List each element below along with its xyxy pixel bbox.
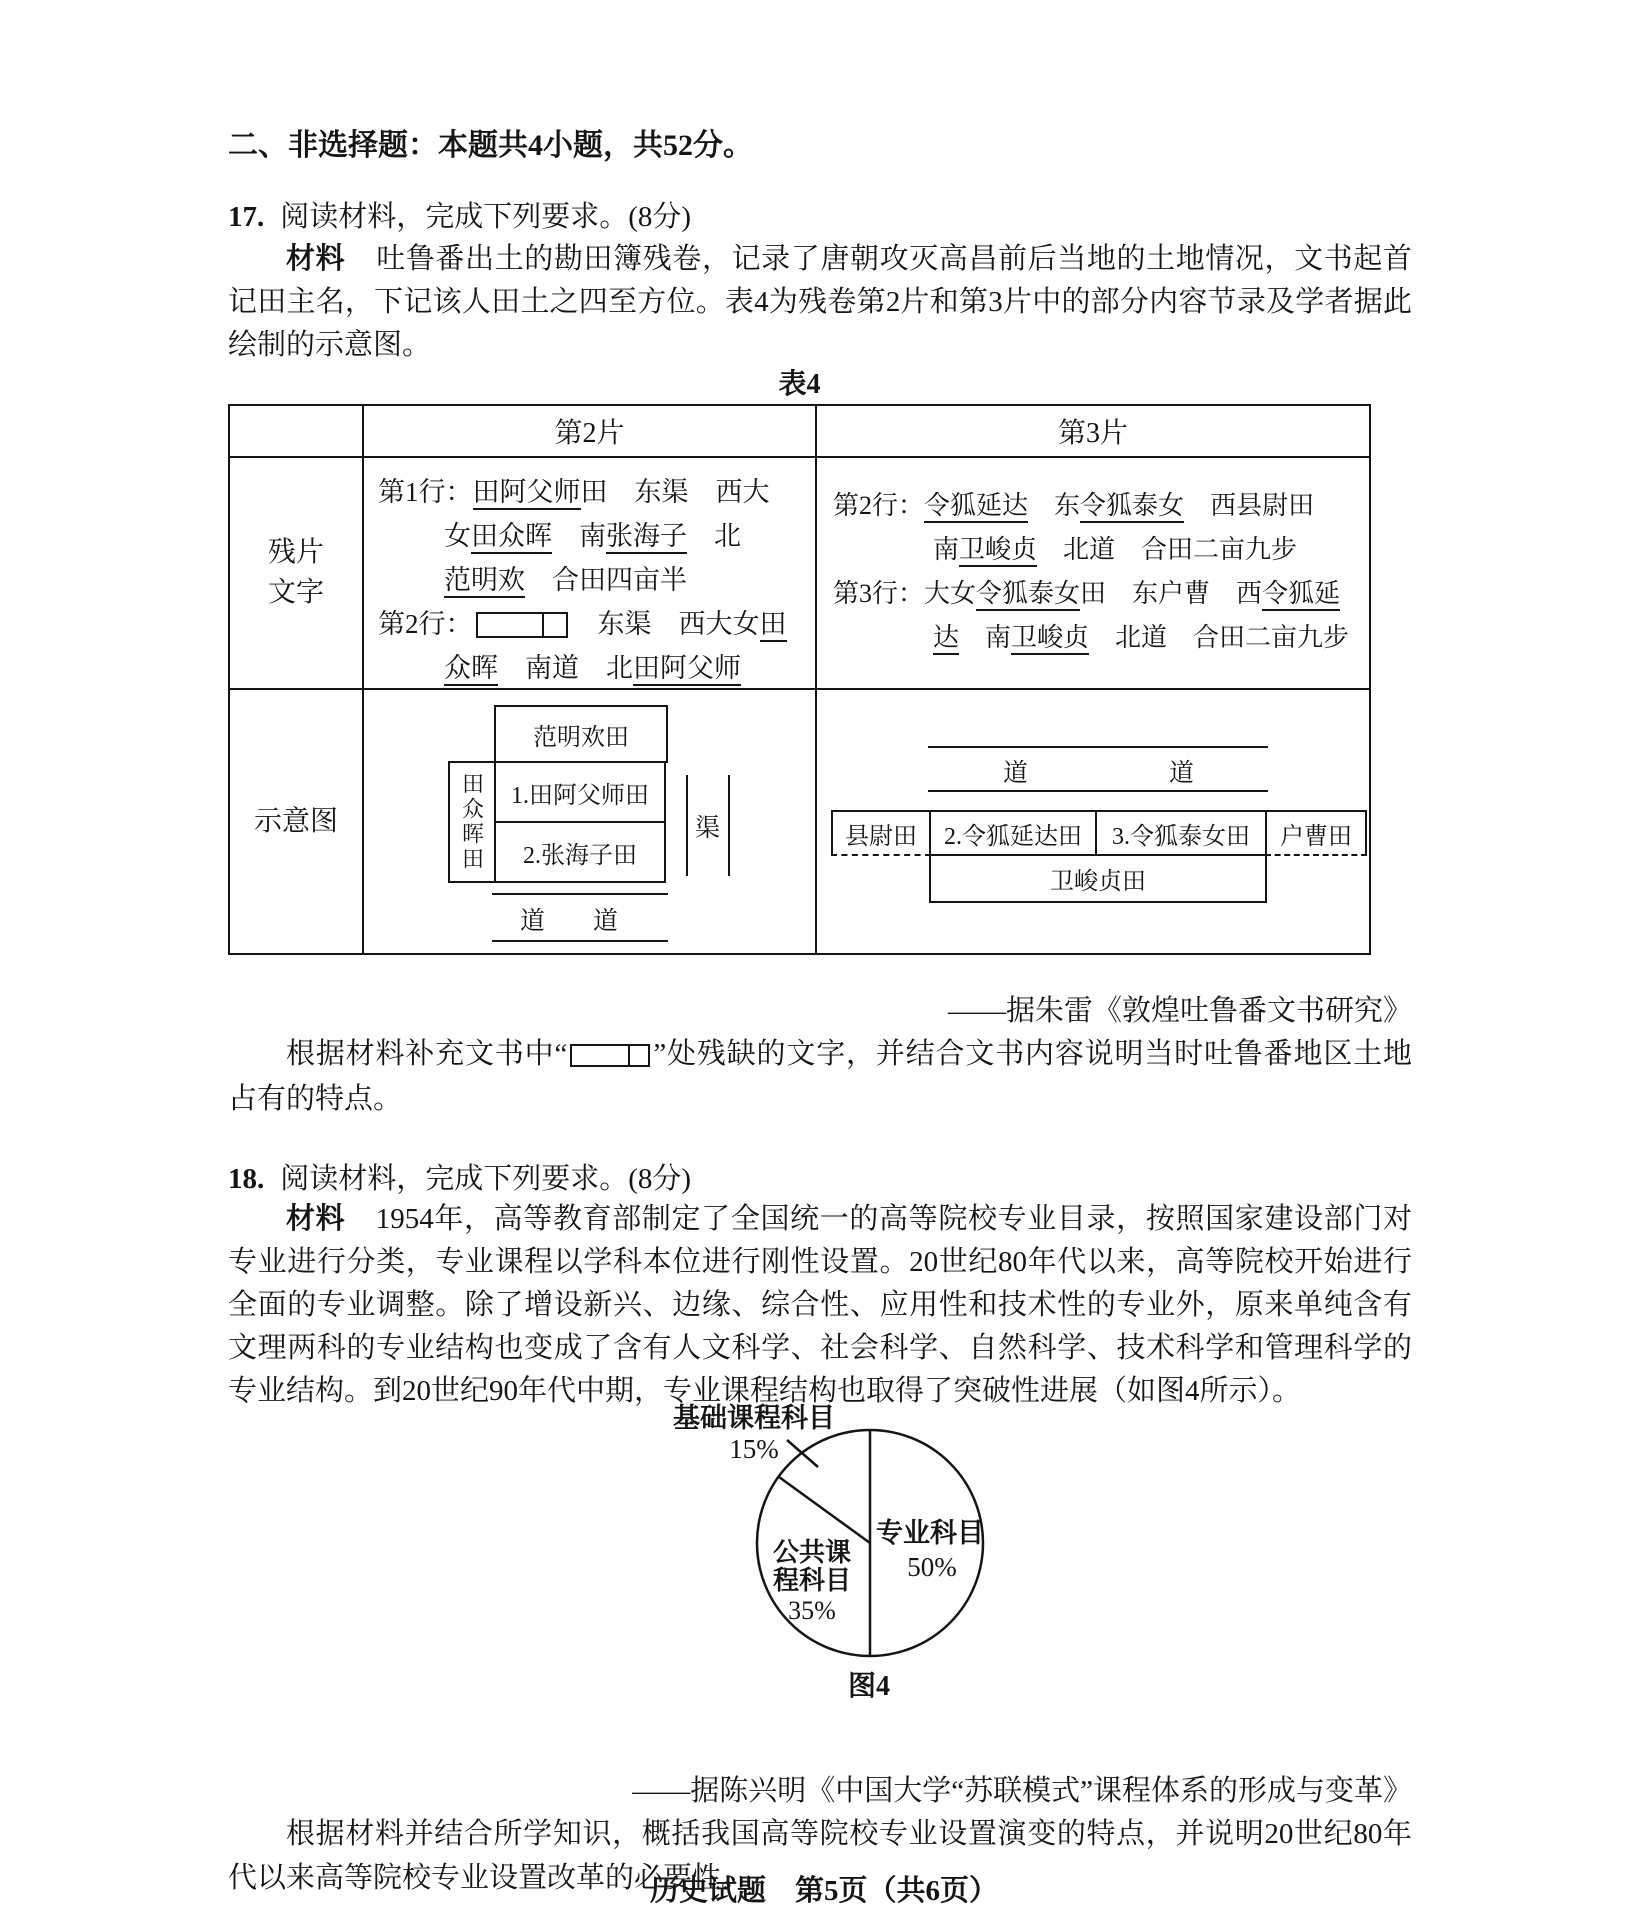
fragment-text-line [444,558,815,602]
pie-divider-upper-left [779,1477,870,1543]
fragment-text: 东 [1028,491,1081,520]
underlined-name: 卫峻贞 [1011,623,1089,655]
canal-label: 渠 [695,815,721,842]
fragment-text: 合田四亩半 [525,565,687,595]
row-label-fragment-text: 残片 文字 [230,458,364,690]
fragment-text-line [933,616,1369,660]
fragment-text-line [833,484,1369,528]
question-18-material [228,1198,1412,1413]
question-18-prompt: 阅读材料，完成下列要求。(8分) [280,1163,692,1195]
road-label-left: 道 [520,908,546,935]
pie-label-common-1: 公共课 [772,1538,852,1567]
road-line-bottom [492,940,668,942]
plot-box-weijunzhen: 卫峻贞田 [929,854,1267,903]
fragment-text: 南 [959,623,1012,652]
fragment-text-line [933,528,1369,572]
plot-box-1-tianafushi: 1.田阿父师田 [494,761,666,823]
schematic-piece3 [817,690,1369,953]
plot-box-3-linghutainv: 3.令狐泰女田 [1095,810,1267,856]
material-label: 材料 [286,243,346,275]
underlined-name: 众晖 [444,653,498,686]
material-text: 吐鲁番出土的勘田簿残卷，记录了唐朝攻灭高昌前后当地的土地情况，文书起首记田主名，下记该人田土之四至方位。表4为残卷第2片和第3片中的部分内容节录及学者据此绘制的示意图。 [228,243,1412,361]
figure-caption: 图4 [847,1671,890,1702]
canal-line-left [686,775,688,876]
question-17-material [228,238,1412,367]
fragment-text: 北 [687,521,741,551]
material-text: 1954年，高等教育部制定了全国统一的高等院校专业目录，按照国家建设部门对专业进行分类，专业课程以学科本位进行刚性设置。20世纪80年代以来，高等院校开始进行全面的专业调整。除了增设新兴、边缘、综合性、应用性和技术性的专业外，原来单纯含有文理两科的专业结构也变成了含有人文科学、社会科学、自然科学、技术科学和管理科学的专业结构。到20世纪90年代中期，专业课程结构也取得了突破性进展（如图4所示）。 [228,1203,1412,1407]
fragment-table [228,404,1371,955]
table-header-piece2: 第2片 [364,406,817,458]
question-18-heading [228,1156,691,1197]
underlined-name: 田众晖 [471,521,552,554]
canal-line-right [728,775,730,876]
fragment-text: 大女 [924,579,977,608]
pie-label-basic: 基础课程科目 [673,1403,835,1433]
underlined-name: 卫峻贞 [959,535,1037,567]
fragment-text-piece2 [364,458,817,690]
missing-text-box [476,612,568,638]
pie-value-common: 35% [788,1596,836,1625]
missing-text-box [570,1044,650,1067]
line-prefix: 第3行： [833,579,925,608]
fragment-text: 北道 合田二亩九步 [1037,535,1298,564]
plot-box-xianwei: 县尉田 [831,810,931,856]
pie-value-basic: 15% [729,1434,779,1464]
fragment-text-piece3 [817,458,1369,690]
pie-label-professional: 专业科目 [876,1518,984,1548]
underlined-name: 令狐延 [1262,579,1340,611]
fragment-text: 田 东渠 西大 [580,477,770,507]
question-18-number: 18. [228,1163,265,1195]
plot-box-tianzhonghui: 田众晖田 [448,761,496,883]
question-17-prompt: 阅读材料，完成下列要求。(8分) [280,201,692,233]
pie-chart [540,1395,1160,1695]
fragment-text: 南道 北 [498,653,633,683]
underlined-name: 张海子 [606,521,687,554]
source-attribution-q18: ——据陈兴明《中国大学“苏联模式”课程体系的形成与变革》 [632,1775,1412,1807]
road-line-bottom [928,790,1268,792]
fragment-text-line [444,514,815,558]
source-attribution-q17: ——据朱雷《敦煌吐鲁番文书研究》 [947,995,1412,1027]
table-caption: 表4 [778,369,821,400]
plot-box-hucao: 户曹田 [1265,810,1367,856]
row-label-schematic: 示意图 [230,690,364,953]
fragment-text: 东渠 西大女 [570,609,760,639]
pie-value-professional: 50% [907,1552,957,1582]
fragment-text: 南 [552,521,606,551]
road-label-right: 道 [1169,760,1195,787]
fragment-text-line [444,646,815,690]
underlined-name: 范明欢 [444,565,525,598]
material-label: 材料 [286,1203,346,1235]
underlined-name: 令狐泰女 [1080,491,1184,523]
line-prefix: 第2行： [378,609,473,639]
section-header: 二、非选择题：本题共4小题，共52分。 [228,129,753,162]
plot-box-2-zhanghaizi: 2.张海子田 [494,821,666,883]
line-prefix: 第2行： [833,491,925,520]
line-prefix: 第1行： [378,477,473,507]
road-label-left: 道 [1003,760,1029,787]
fragment-text-line [378,470,815,514]
table-corner-cell [230,406,364,458]
underlined-name: 令狐延达 [924,491,1028,523]
underlined-name: 田阿父师 [633,653,741,686]
question-17-task: 根据材料补充文书中“ ”处残缺的文字，并结合文书内容说明当时吐鲁番地区土地占有的特点。 [228,1038,1413,1115]
road-label-right: 道 [593,908,619,935]
question-17-heading [228,194,691,235]
question-18-task: 根据材料并结合所学知识，概括我国高等院校专业设置演变的特点，并说明20世纪80年代以来高等院校专业设置改革的必要性。 [228,1818,1412,1894]
fragment-text: 女 [444,521,471,551]
pie-label-common-2: 程科目 [772,1566,852,1595]
fragment-text: 南 [933,535,960,564]
underlined-name: 田 [760,609,787,642]
underlined-name: 令狐泰女 [976,579,1080,611]
underlined-name: 达 [933,623,959,655]
road-line-top [928,746,1268,748]
underlined-name: 田阿父师 [473,477,581,510]
plot-box-fanminghuan: 范明欢田 [494,705,668,763]
fragment-text: 西县尉田 [1184,491,1315,520]
fragment-text-line [833,572,1369,616]
fragment-text: 田 东户曹 西 [1080,579,1263,608]
fragment-text: 北道 合田二亩九步 [1089,623,1350,652]
fragment-text-line [378,602,815,646]
road-line-top [492,893,668,895]
schematic-piece2 [364,690,817,953]
plot-box-2-linghuyanda: 2.令狐延达田 [929,810,1097,856]
table-header-piece3: 第3片 [817,406,1369,458]
question-17-number: 17. [228,201,265,233]
page-footer: 历史试题 第5页（共6页） [649,1875,998,1907]
